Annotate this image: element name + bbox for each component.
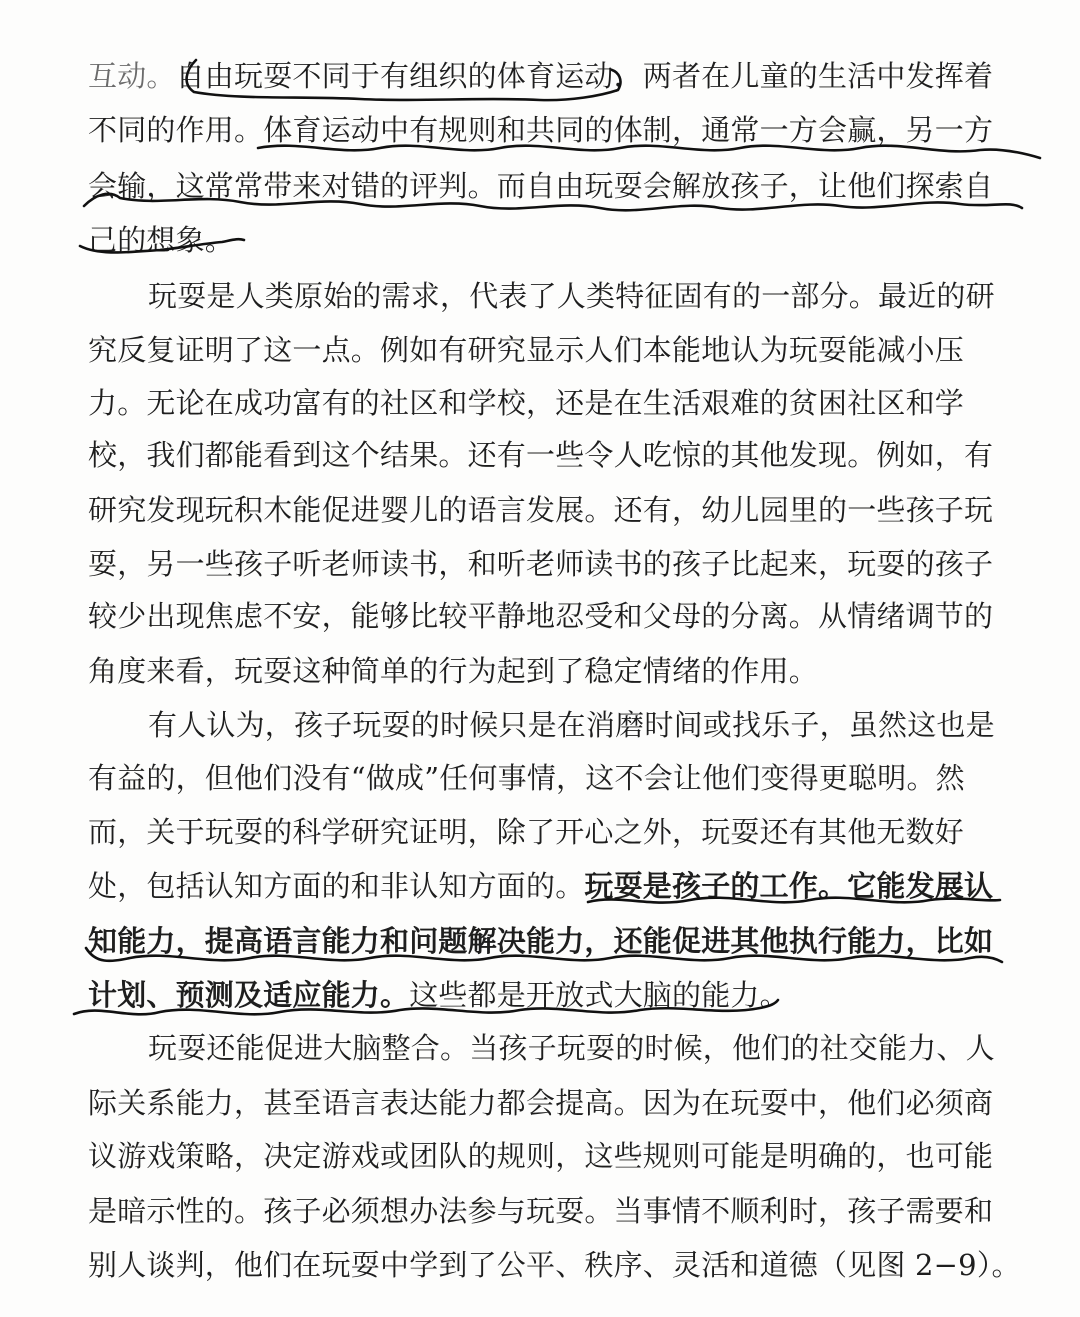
paragraph-1-line-3 xyxy=(88,158,998,214)
bold-text-segment: 计划、预测及适应能力。 xyxy=(88,978,410,1012)
paragraph-3-line-4 xyxy=(88,858,998,914)
paragraph-4-line-4 xyxy=(88,1183,998,1239)
text-segment: 校，我们都能看到这个结果。还有一些令人吃惊的其他发现。例如，有 xyxy=(88,438,994,472)
paragraph-1-line-1 xyxy=(88,48,998,104)
text-segment: 玩耍还能促进大脑整合。当孩子玩耍的时候，他们的社交能力、人 xyxy=(148,1031,995,1065)
text-segment: 有人认为，孩子玩耍的时候只是在消磨时间或找乐子，虽然这也是 xyxy=(148,708,995,742)
paragraph-2-line-6 xyxy=(88,536,998,592)
paragraph-3-line-2 xyxy=(88,750,998,806)
paragraph-1-line-4 xyxy=(88,212,998,268)
text-segment: 而，关于玩耍的科学研究证明，除了开心之外，玩耍还有其他无数好 xyxy=(88,815,965,849)
paragraph-3-line-6 xyxy=(88,967,998,1023)
paragraph-2-line-1 xyxy=(148,268,998,324)
paragraph-4-line-5 xyxy=(88,1237,1021,1293)
text-segment: 议游戏策略，决定游戏或团队的规则，这些规则可能是明确的，也可能 xyxy=(88,1139,994,1173)
paragraph-2-line-2 xyxy=(88,322,998,378)
text-segment: 别人谈判，他们在玩耍中学到了公平、秩序、灵活和道德（见图 2−9）。 xyxy=(88,1248,1021,1282)
paragraph-2-line-4 xyxy=(88,427,998,483)
text-segment: 际关系能力，甚至语言表达能力都会提高。因为在玩耍中，他们必须商 xyxy=(88,1086,994,1120)
text-segment: 互动。 xyxy=(88,59,176,93)
text-segment: 力。无论在成功富有的社区和学校，还是在生活艰难的贫困社区和学 xyxy=(88,386,965,420)
text-segment: 处，包括认知方面的和非认知方面的。 xyxy=(88,869,585,903)
paragraph-2-line-8 xyxy=(88,643,998,699)
paragraph-3-line-1 xyxy=(148,697,998,753)
text-segment: 己的想象。 xyxy=(88,223,235,257)
paragraph-3-line-3 xyxy=(88,804,998,860)
paragraph-4-line-3 xyxy=(88,1128,998,1184)
text-segment: 有益的，但他们没有“做成”任何事情，这不会让他们变得更聪明。然 xyxy=(88,761,965,795)
text-segment: 会输，这常常带来对错的评判。而自由玩耍会解放孩子，让他们探索自 xyxy=(88,169,994,203)
text-segment: 是暗示性的。孩子必须想办法参与玩耍。当事情不顺利时，孩子需要和 xyxy=(88,1194,994,1228)
paragraph-4-line-2 xyxy=(88,1075,998,1131)
paragraph-4-line-1 xyxy=(148,1020,998,1076)
text-segment: 不同的作用。体育运动中有规则和共同的体制，通常一方会赢，另一方 xyxy=(88,113,994,147)
paragraph-2-line-3 xyxy=(88,375,998,431)
text-segment: 这些都是开放式大脑的能力。 xyxy=(409,978,789,1012)
text-segment: 研究发现玩积木能促进婴儿的语言发展。还有，幼儿园里的一些孩子玩 xyxy=(88,493,994,527)
text-segment: 较少出现焦虑不安，能够比较平静地忍受和父母的分离。从情绪调节的 xyxy=(88,599,994,633)
text-segment: 玩耍是人类原始的需求，代表了人类特征固有的一部分。最近的研 xyxy=(148,279,995,313)
bold-text-segment: 知能力，提高语言能力和问题解决能力，还能促进其他执行能力，比如 xyxy=(88,924,994,958)
text-segment: 耍，另一些孩子听老师读书，和听老师读书的孩子比起来，玩耍的孩子 xyxy=(88,547,994,581)
text-segment: 角度来看，玩耍这种简单的行为起到了稳定情绪的作用。 xyxy=(88,654,819,688)
paragraph-3-line-5 xyxy=(88,913,998,969)
text-segment: 自由玩耍不同于有组织的体育运动，两者在儿童的生活中发挥着 xyxy=(175,59,994,93)
paragraph-2-line-5 xyxy=(88,482,998,538)
paragraph-1-line-2 xyxy=(88,102,998,158)
text-segment: 究反复证明了这一点。例如有研究显示人们本能地认为玩耍能减小压 xyxy=(88,333,965,367)
bold-text-segment: 玩耍是孩子的工作。它能发展认 xyxy=(584,869,994,903)
paragraph-2-line-7 xyxy=(88,588,998,644)
